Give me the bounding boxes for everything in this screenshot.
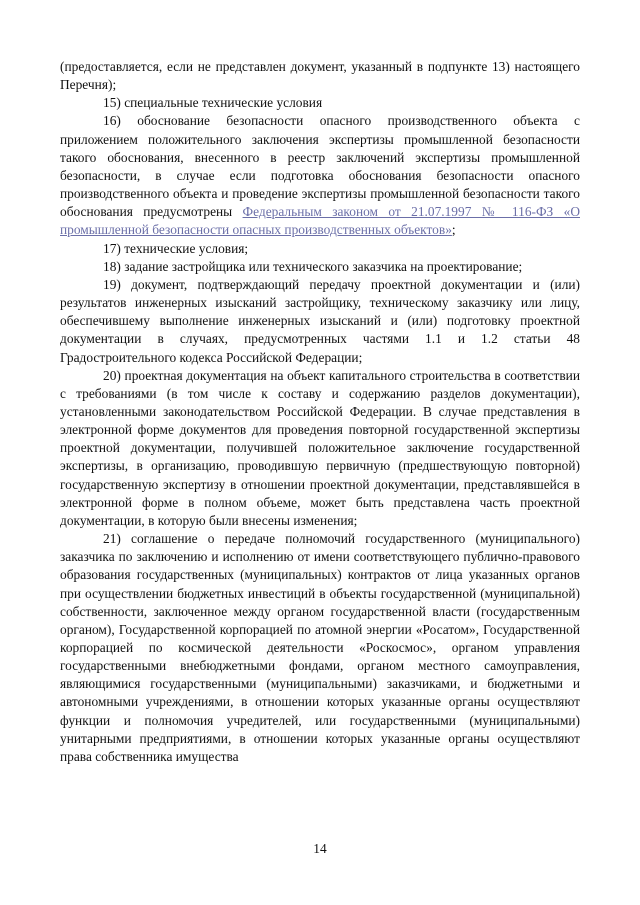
document-page — [60, 58, 580, 766]
list-item-18: 18) задание застройщика или технического заказчика на проектирование; — [103, 258, 523, 274]
list-item-17: 17) технические условия; — [103, 240, 249, 256]
list-item-16-end: ; — [451, 222, 456, 238]
list-item-20: 20) проектная документация на объект капитального строительства в соответствии с требованиями (в том числе к составу и содержанию разделов документации), установленными законодательством Российской Федерации. В случае представления в электронной форме документов для проведения повторной государственной экспертизы проектной документации, получившей положительное заключение государственной экспертизы, в организацию, проводившую первичную (предшествующую повторной) государственную экспертизу в отношении проектной документации, представлявшейся в электронной форме в полном объеме, может быть представлена часть проектной документации, в которую были внесены изменения; — [60, 367, 580, 528]
paragraph-continuation: (предоставляется, если не представлен документ, указанный в подпункте 13) настоящего Перечня); — [60, 59, 580, 93]
page-number: 14 — [313, 841, 327, 856]
list-item-16 — [60, 112, 580, 239]
list-item-15: 15) специальные технические условия — [103, 95, 323, 111]
list-item-21: 21) соглашение о передаче полномочий государственного (муниципального) заказчика по заключению и исполнению от имени соответствующего публично-правового образования государственных (муниципальных) контрактов от лица указанных органов при осуществлении бюджетных инвестиций в объекты государственной (муниципальной) собственности, заключенное между органом государственной власти (государственным органом), Государственной корпорацией по атомной энергии «Росатом», Государственной корпорацией по космической деятельности «Роскосмос», органом управления государственными внебюджетными фондами, органом местного самоуправления, являющимися государственными (муниципальными) заказчиками, и бюджетными и автономными учреждениями, в отношении которых указанные органы осуществляют функции и полномочия учредителей, или государственными (муниципальными) унитарными предприятиями, в отношении которых указанные органы осуществляют права собственника имущества — [60, 531, 580, 764]
list-item-19: 19) документ, подтверждающий передачу проектной документации и (или) результатов инженерных изысканий застройщику, техническому заказчику или лицу, обеспечившему выполнение инженерных изысканий и (или) подготовку проектной документации в случаях, предусмотренных частями 1.1 и 1.2 статьи 48 Градостроительного кодекса Российской Федерации; — [60, 276, 580, 365]
federal-law-link[interactable]: Федеральным законом от 21.07.1997 № 116-ФЗ «О промышленной безопасности опасных производственных объектов» — [60, 204, 580, 238]
list-item-16-text: 16) обоснование безопасности опасного производственного объекта с приложением положительного заключения экспертизы промышленной безопасности такого обоснования, внесенного в реестр заключений экспертизы промышленной безопасности, в случае если подготовка обоснования безопасности опасного производственного объекта и проведение экспертизы промышленной безопасности такого обоснования предусмотрены — [60, 113, 580, 220]
